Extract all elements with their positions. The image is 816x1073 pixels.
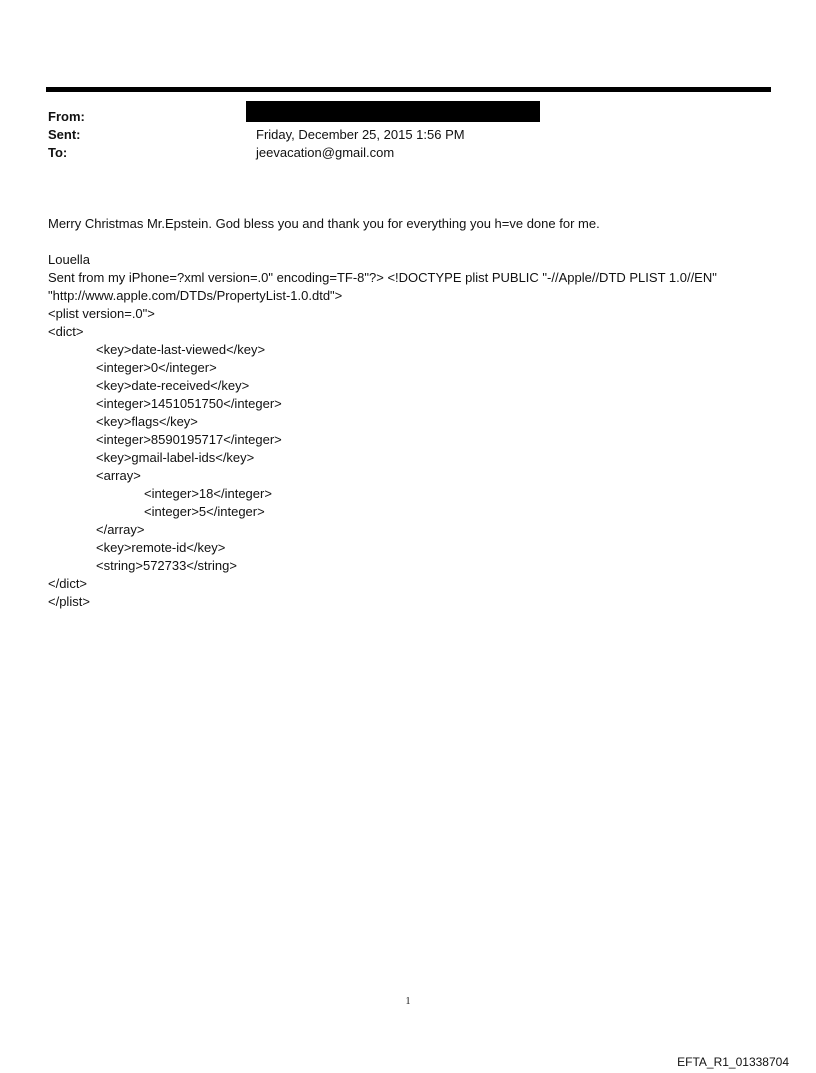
sent-label: Sent: <box>48 127 81 142</box>
sent-row <box>48 126 768 144</box>
plist-close-line: </plist> <box>48 594 90 609</box>
dtd-url-line: "http://www.apple.com/DTDs/PropertyList-1.0.dtd"> <box>48 288 343 303</box>
plist-line: <key>remote-id</key> <box>96 540 226 555</box>
plist-line: <key>date-received</key> <box>96 378 250 393</box>
to-value: jeevacation@gmail.com <box>256 145 395 160</box>
sent-from-line: Sent from my iPhone=?xml version=.0" encoding=TF-8"?> <!DOCTYPE plist PUBLIC "-//Apple//DTD PLIST 1.0//EN" <box>48 270 717 285</box>
plist-open-line: <plist version=.0"> <box>48 306 155 321</box>
plist-line: <integer>1451051750</integer> <box>96 396 282 411</box>
email-body <box>48 215 768 611</box>
header-rule <box>46 87 771 92</box>
array-item-line: <integer>5</integer> <box>144 504 265 519</box>
plist-line: <key>gmail-label-ids</key> <box>96 450 255 465</box>
plist-line: <integer>8590195717</integer> <box>96 432 282 447</box>
plist-line: <string>572733</string> <box>96 558 237 573</box>
message-line: Merry Christmas Mr.Epstein. God bless you and thank you for everything you h=ve done for me. <box>48 216 600 231</box>
to-row <box>48 144 768 162</box>
signature-line: Louella <box>48 252 90 267</box>
plist-line: </array> <box>96 522 145 537</box>
plist-line: <array> <box>96 468 141 483</box>
blank-line <box>48 233 768 251</box>
to-label: To: <box>48 145 68 160</box>
plist-line: <integer>0</integer> <box>96 360 217 375</box>
dict-close-line: </dict> <box>48 576 88 591</box>
from-label: From: <box>48 109 85 124</box>
page-number: 1 <box>405 996 411 1007</box>
from-row <box>48 108 768 126</box>
plist-line: <key>flags</key> <box>96 414 198 429</box>
document-id: EFTA_R1_01338704 <box>677 1055 789 1069</box>
plist-line: <key>date-last-viewed</key> <box>96 342 266 357</box>
redaction-box <box>246 101 540 122</box>
email-header <box>48 108 768 162</box>
sent-value: Friday, December 25, 2015 1:56 PM <box>256 127 465 142</box>
array-item-line: <integer>18</integer> <box>144 486 272 501</box>
dict-open-line: <dict> <box>48 324 84 339</box>
